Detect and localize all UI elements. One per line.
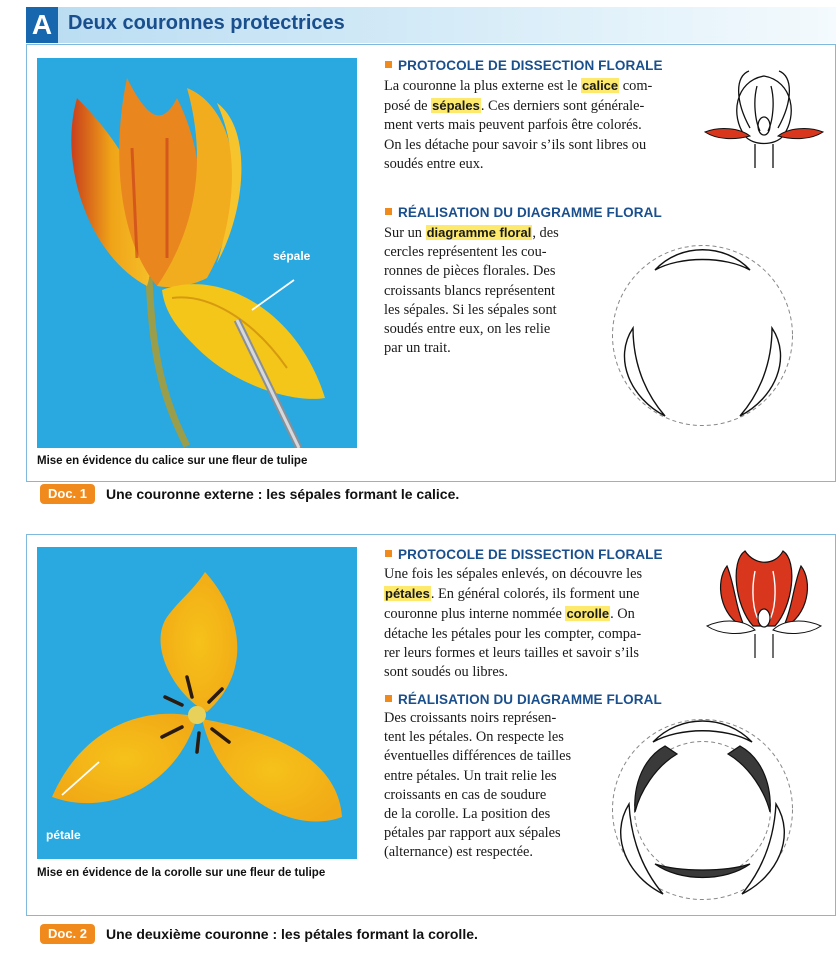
section-title: Deux couronnes protectrices <box>68 12 345 34</box>
text-line: (alternance) est respectée. <box>384 844 534 861</box>
text-line: Des croissants noirs représen- <box>384 710 557 726</box>
flower-petals-schematic <box>705 546 823 661</box>
section-letter: A <box>26 7 58 43</box>
bullet-square-icon <box>385 208 392 215</box>
text-line: par un trait. <box>384 340 451 357</box>
text-line: détache les pétales pour les compter, compa- <box>384 625 642 642</box>
doc1-tag: Doc. 1 <box>40 484 95 504</box>
text-line: sont soudés ou libres. <box>384 664 508 681</box>
text-line: de la corolle. La position des <box>384 806 551 823</box>
bullet-square-icon <box>385 61 392 68</box>
flower-sepals-schematic <box>705 56 823 171</box>
text-line: entre pétales. Un trait relie les <box>384 767 557 784</box>
petal-photo-label: pétale <box>46 828 81 842</box>
doc2-diagram-text <box>384 709 594 863</box>
text-line: soudés entre eux, on les relie <box>384 321 551 338</box>
doc2-protocol-title: PROTOCOLE DE DISSECTION FLORALE <box>385 547 663 562</box>
text-line: ment verts mais peuvent parfois être colorés. <box>384 117 642 134</box>
tulip-corolla-photo <box>37 547 357 859</box>
text-line: soudés entre eux. <box>384 155 484 172</box>
tulip-corolla-illustration <box>37 547 357 859</box>
doc1-protocol-text <box>384 76 689 174</box>
sepal-photo-label: sépale <box>273 249 311 263</box>
text-line: posé de sépales. Ces derniers sont générale- <box>384 98 645 115</box>
text-line: Une fois les sépales enlevés, on découvre les <box>384 566 643 582</box>
text-line: croissants en cas de soudure <box>384 786 547 803</box>
text-line: tent les pétales. On respecte les <box>384 729 564 746</box>
text-line: cercles représentent les cou- <box>384 244 547 261</box>
bullet-square-icon <box>385 550 392 557</box>
doc2-title: Une deuxième couronne : les pétales formant la corolle. <box>106 926 478 942</box>
floral-diagram-petals <box>605 712 800 907</box>
doc1-diagram-text <box>384 223 590 358</box>
text-line: ronnes de pièces florales. Des <box>384 263 556 280</box>
doc2-protocol-text <box>384 565 689 682</box>
text-line: éventuelles différences de tailles <box>384 748 572 765</box>
text-line: On les détache pour savoir s’ils sont libres ou <box>384 136 647 153</box>
text-line: croissants blancs représentent <box>384 282 556 299</box>
text-line: rer leurs formes et leurs tailles et savoir s’ils <box>384 644 639 661</box>
text-line: couronne plus interne nommée corolle. On <box>384 606 635 623</box>
text-line: Sur un diagramme floral, des <box>384 225 559 241</box>
doc1-protocol-title: PROTOCOLE DE DISSECTION FLORALE <box>385 58 663 73</box>
doc1-photo-caption: Mise en évidence du calice sur une fleur de tulipe <box>37 455 308 467</box>
text-line: pétales. En général colorés, ils forment une <box>385 586 640 603</box>
bullet-square-icon <box>385 695 392 702</box>
floral-diagram-sepals <box>605 238 800 433</box>
doc2-diagram-title: RÉALISATION DU DIAGRAMME FLORAL <box>385 692 662 707</box>
doc1-diagram-title: RÉALISATION DU DIAGRAMME FLORAL <box>385 205 662 220</box>
doc2-photo-caption: Mise en évidence de la corolle sur une fleur de tulipe <box>37 867 326 879</box>
doc2-tag: Doc. 2 <box>40 924 95 944</box>
section-header <box>26 7 836 43</box>
text-line: La couronne la plus externe est le calice com- <box>384 78 653 94</box>
doc1-title: Une couronne externe : les sépales formant le calice. <box>106 486 460 502</box>
text-line: pétales par rapport aux sépales <box>384 825 561 842</box>
text-line: les sépales. Si les sépales sont <box>384 301 557 318</box>
